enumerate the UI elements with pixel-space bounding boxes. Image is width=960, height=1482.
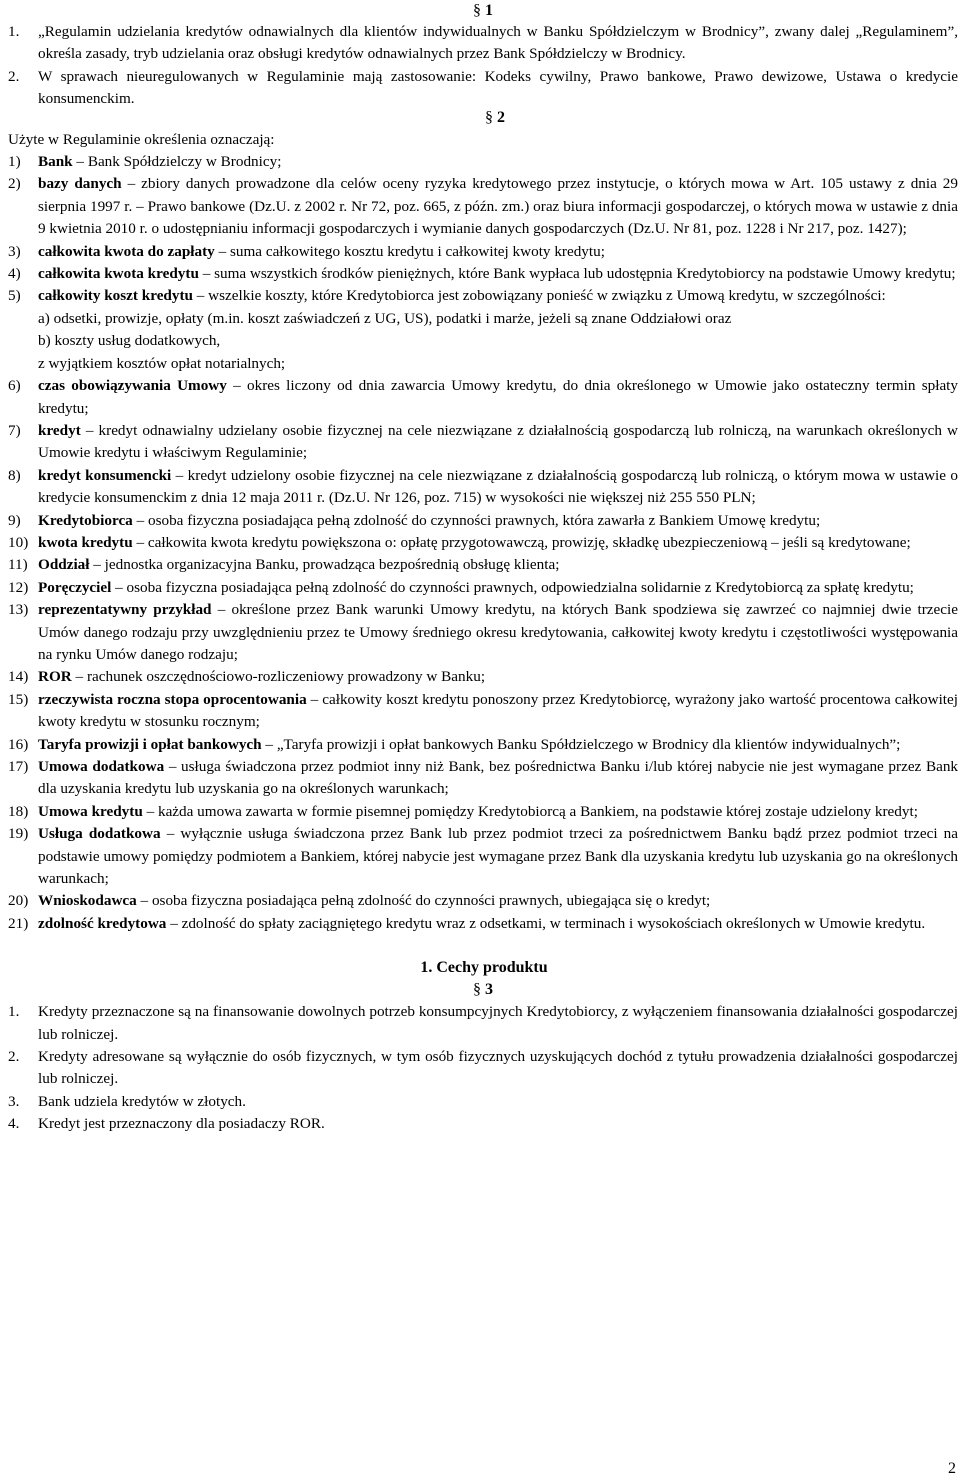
section-number: 1 xyxy=(485,2,493,19)
list-item xyxy=(8,375,958,420)
section-1-list xyxy=(8,21,958,111)
item-number: 7) xyxy=(8,421,21,439)
paragraph-symbol: § xyxy=(485,108,493,126)
item-text xyxy=(38,689,958,734)
item-body: – zbiory danych prowadzone dla celów oceny ryzyka kredytowego przez instytucje, o których mowa w Art. 105 ustawy z dnia 29 sierpnia 1997 r. – Prawo bankowe (Dz.U. z 2002 r. Nr 72, poz. 665, z późn. zm.) oraz biura informacji gospodarczej, o których mowa w ustawie z dnia 9 kwietnia 2010 r. o udostępnianiu informacji gospodarczych i wymianie danych gospodarczych (Dz.U. Nr 81, poz. 1228 i Nr 217, poz. 1427); xyxy=(38,175,958,238)
item-body: Bank udziela kredytów w złotych. xyxy=(38,1092,246,1110)
item-body: Kredyt jest przeznaczony dla posiadaczy ROR. xyxy=(38,1115,325,1133)
item-number: 19) xyxy=(8,825,29,843)
defined-term: całkowita kwota kredytu xyxy=(38,265,199,283)
sub-item: z wyjątkiem kosztów opłat notarialnych; xyxy=(38,354,286,372)
item-number: 3) xyxy=(8,242,21,260)
defined-term: bazy danych xyxy=(38,175,122,193)
item-number: 21) xyxy=(8,914,29,932)
section-3-list xyxy=(8,1001,958,1135)
item-text xyxy=(38,285,958,307)
sub-item: b) koszty usług dodatkowych, xyxy=(38,332,221,350)
list-item xyxy=(8,823,958,890)
defined-term: Oddział xyxy=(38,556,90,574)
item-body: – określone przez Bank warunki Umowy kredytu, na których Bank spodziewa się zawrzeć co najmniej dwie trzecie Umów danego rodzaju przy uwzględnieniu przez te Umowy średniego okresu kredytowania, całkowitej kwoty kredytu i częstotliwości występowania na rynku Umów danego rodzaju; xyxy=(38,601,958,663)
item-number: 2. xyxy=(8,1048,20,1066)
section-heading-3 xyxy=(8,979,958,1001)
item-text xyxy=(38,913,958,935)
list-item xyxy=(8,66,958,111)
document-content xyxy=(8,1,958,1136)
definitions-intro: Użyte w Regulaminie określenia oznaczają: xyxy=(8,130,275,148)
defined-term: Umowa dodatkowa xyxy=(38,758,165,775)
item-text xyxy=(38,666,958,688)
list-item xyxy=(8,151,958,173)
list-item xyxy=(8,734,958,756)
item-number: 15) xyxy=(8,690,29,708)
item-text xyxy=(38,554,958,576)
defined-term: Kredytobiorca xyxy=(38,511,133,529)
list-item xyxy=(8,1113,958,1135)
defined-term: Umowa kredytu xyxy=(38,802,143,820)
item-number: 8) xyxy=(8,466,21,484)
item-text xyxy=(38,375,958,420)
item-body: – suma całkowitego kosztu kredytu i całkowitej kwoty kredytu; xyxy=(214,242,605,260)
item-body: – Bank Spółdzielczy w Brodnicy; xyxy=(72,153,282,171)
item-number: 6) xyxy=(8,377,21,395)
paragraph-symbol: § xyxy=(473,981,481,999)
list-item xyxy=(8,510,958,532)
item-number: 2) xyxy=(8,175,21,193)
item-text xyxy=(38,1113,958,1135)
item-body: – kredyt odnawialny udzielany osobie fizycznej na cele niezwiązane z działalnością gospodarczą lub rolniczą, na warunkach określonych w Umowie kredytu i właściwym Regulaminie; xyxy=(38,421,958,462)
defined-term: Taryfa prowizji i opłat bankowych xyxy=(38,735,262,753)
item-body: Kredyty przeznaczone są na finansowanie dowolnych potrzeb konsumpcyjnych Kredytobiorcy, z wyłączeniem finansowania działalności gospodarczej lub rolniczej. xyxy=(38,1003,958,1043)
list-item xyxy=(8,173,958,240)
page-number: 2 xyxy=(948,1460,956,1477)
item-body: – całkowity koszt kredytu ponoszony przez Kredytobiorcę, wyrażony jako wartość procentowa całkowitej kwoty kredytu w stosunku rocznym; xyxy=(38,690,958,731)
item-body: – rachunek oszczędnościowo-rozliczeniowy prowadzony w Banku; xyxy=(71,668,486,686)
item-number: 18) xyxy=(8,802,29,820)
item-text xyxy=(38,21,958,66)
item-text xyxy=(38,151,958,173)
item-body: – wyłącznie usługa świadczona przez Bank lub przez podmiot trzeci za pośrednictwem Banku bądź przez podmiot trzeci na podstawie umowy pomiędzy podmiotem a Bankiem, której nabycie jest wymagane przez Bank dla uzyskania kredytu lub uzyskania go na określonych warunkach; xyxy=(38,825,958,888)
item-text xyxy=(38,599,958,666)
chapter-title: 1. Cechy produktu xyxy=(420,959,548,977)
item-text xyxy=(38,756,958,801)
item-number: 1. xyxy=(8,23,20,40)
item-number: 12) xyxy=(8,578,29,596)
item-number: 1) xyxy=(8,153,21,171)
item-text xyxy=(38,1091,958,1113)
list-item xyxy=(8,689,958,734)
defined-term: Usługa dodatkowa xyxy=(38,825,161,843)
defined-term: całkowity koszt kredytu xyxy=(38,287,193,305)
item-body: – wszelkie koszty, które Kredytobiorca jest zobowiązany ponieść w związku z Umową kredytu, w szczególności: xyxy=(192,287,886,305)
item-text xyxy=(38,510,958,532)
item-text xyxy=(38,66,958,111)
item-text xyxy=(38,577,958,599)
list-item xyxy=(8,1001,958,1046)
item-body: – osoba fizyczna posiadająca pełną zdolność do czynności prawnych, odpowiedzialna solidarnie z Kredytobiorcą za spłatę kredytu; xyxy=(111,578,914,596)
list-item xyxy=(8,21,958,66)
list-item xyxy=(8,285,958,307)
definitions-list xyxy=(8,151,958,935)
defined-term: całkowita kwota do zapłaty xyxy=(38,242,215,260)
item-body: – suma wszystkich środków pieniężnych, które Bank wypłaca lub udostępnia Kredytobiorcy na podstawie Umowy kredytu; xyxy=(198,265,956,283)
defined-term: czas obowiązywania Umowy xyxy=(38,377,227,395)
defined-term: ROR xyxy=(38,668,72,686)
item-number: 4. xyxy=(8,1115,20,1133)
list-item xyxy=(8,1091,958,1113)
item-text xyxy=(38,173,958,240)
section-number: 2 xyxy=(497,108,505,126)
list-item xyxy=(8,913,958,935)
item-text xyxy=(38,420,958,465)
list-item xyxy=(8,666,958,688)
item-text xyxy=(38,1046,958,1091)
defined-term: rzeczywista roczna stopa oprocentowania xyxy=(38,690,307,708)
item-body: – zdolność do spłaty zaciągniętego kredytu wraz z odsetkami, w terminach i wysokościach określonych w Umowie kredytu. xyxy=(166,914,926,932)
item-text xyxy=(38,801,958,823)
item-number: 16) xyxy=(8,735,29,753)
item-number: 3. xyxy=(8,1092,20,1110)
item-body: – kredyt udzielony osobie fizycznej na cele niezwiązane z działalnością gospodarczą lub rolniczą, o którym mowa w ustawie o kredycie konsumenckim z dnia 12 maja 2011 r. (Dz.U. Nr 126, poz. 715) w wysokości nie większej niż 255 550 PLN; xyxy=(38,466,959,507)
list-item xyxy=(8,801,958,823)
paragraph-symbol: § xyxy=(473,2,481,19)
item-text xyxy=(38,890,958,912)
item-body: W sprawach nieuregulowanych w Regulaminie mają zastosowanie: Kodeks cywilny, Prawo bankowe, Prawo dewizowe, Ustawa o kredycie konsumenckim. xyxy=(38,67,958,108)
section-number: 3 xyxy=(485,981,493,999)
item-number: 13) xyxy=(8,601,29,619)
defined-term: Poręczyciel xyxy=(38,578,112,596)
item-number: 9) xyxy=(8,511,21,529)
sub-item: a) odsetki, prowizje, opłaty (m.in. koszt zaświadczeń z UG, US), podatki i marże, jeżeli są znane Oddziałowi oraz xyxy=(38,309,732,327)
defined-term: kredyt konsumencki xyxy=(38,466,172,484)
list-item xyxy=(8,263,958,285)
list-item xyxy=(8,554,958,576)
item-text xyxy=(38,263,958,285)
item-number: 2. xyxy=(8,67,20,85)
item-number: 17) xyxy=(8,758,29,775)
list-item xyxy=(8,890,958,912)
item-text xyxy=(38,241,958,263)
list-item xyxy=(8,599,958,666)
item-text xyxy=(38,823,958,890)
item-number: 20) xyxy=(8,892,29,910)
item-body: – osoba fizyczna posiadająca pełną zdolność do czynności prawnych, która zawarła z Bankiem Umowę kredytu; xyxy=(132,511,821,529)
list-item xyxy=(8,756,958,801)
item-body: – jednostka organizacyjna Banku, prowadząca bezpośrednią obsługę klienta; xyxy=(89,556,560,574)
list-item xyxy=(8,420,958,465)
defined-term: Wnioskodawca xyxy=(38,892,137,910)
item-number: 14) xyxy=(8,668,29,686)
defined-term: reprezentatywny przykład xyxy=(38,601,212,619)
list-item xyxy=(8,1046,958,1091)
item-text xyxy=(38,532,958,554)
item-number: 5) xyxy=(8,287,21,305)
item-body: – usługa świadczona przez podmiot inny niż Bank, bez pośrednictwa Banku i/lub której nabycie nie jest wymagane przez Bank dla uzyskania kredytu lub uzyskania go na określonych warunkach; xyxy=(38,758,959,798)
list-item xyxy=(8,241,958,263)
list-item xyxy=(8,577,958,599)
item-text xyxy=(38,734,958,756)
item-body: „Regulamin udzielania kredytów odnawialnych dla klientów indywidualnych w Banku Spółdzielczym w Brodnicy”, zwany dalej „Regulaminem”, określa zasady, tryb udzielania oraz obsługi kredytów odnawialnych przez Bank Spółdzielczy w Brodnicy. xyxy=(38,23,958,63)
defined-term: zdolność kredytowa xyxy=(38,914,167,932)
defined-term: kredyt xyxy=(38,421,81,439)
item-text xyxy=(38,1001,958,1046)
list-item xyxy=(8,532,958,554)
item-body: – każda umowa zawarta w formie pisemnej pomiędzy Kredytobiorcą a Bankiem, na podstawie której zostaje udzielony kredyt; xyxy=(142,802,918,820)
item-body: – „Taryfa prowizji i opłat bankowych Banku Spółdzielczego w Brodnicy dla klientów indywidualnych”; xyxy=(261,735,901,753)
section-heading-1 xyxy=(8,1,958,21)
item-number: 11) xyxy=(8,556,28,574)
defined-term: kwota kredytu xyxy=(38,533,133,551)
item-text xyxy=(38,465,958,510)
item-body: – okres liczony od dnia zawarcia Umowy kredytu, do dnia określonego w Umowie jako ostateczny termin spłaty kredytu; xyxy=(38,377,958,417)
item-number: 4) xyxy=(8,265,21,283)
item-number: 1. xyxy=(8,1003,20,1021)
item-body: – osoba fizyczna posiadająca pełną zdolność do czynności prawnych, ubiegająca się o kredyt; xyxy=(136,892,711,910)
item-body: Kredyty adresowane są wyłącznie do osób fizycznych, w tym osób fizycznych uzyskujących dochód z tytułu prowadzenia działalności gospodarczej lub rolniczej. xyxy=(38,1048,958,1088)
item-number: 10) xyxy=(8,533,29,551)
item-body: – całkowita kwota kredytu powiększona o: opłatę przygotowawczą, prowizję, składkę ubezpieczeniową – jeśli są kredytowane; xyxy=(132,533,911,551)
defined-term: Bank xyxy=(38,153,73,171)
list-item xyxy=(8,465,958,510)
